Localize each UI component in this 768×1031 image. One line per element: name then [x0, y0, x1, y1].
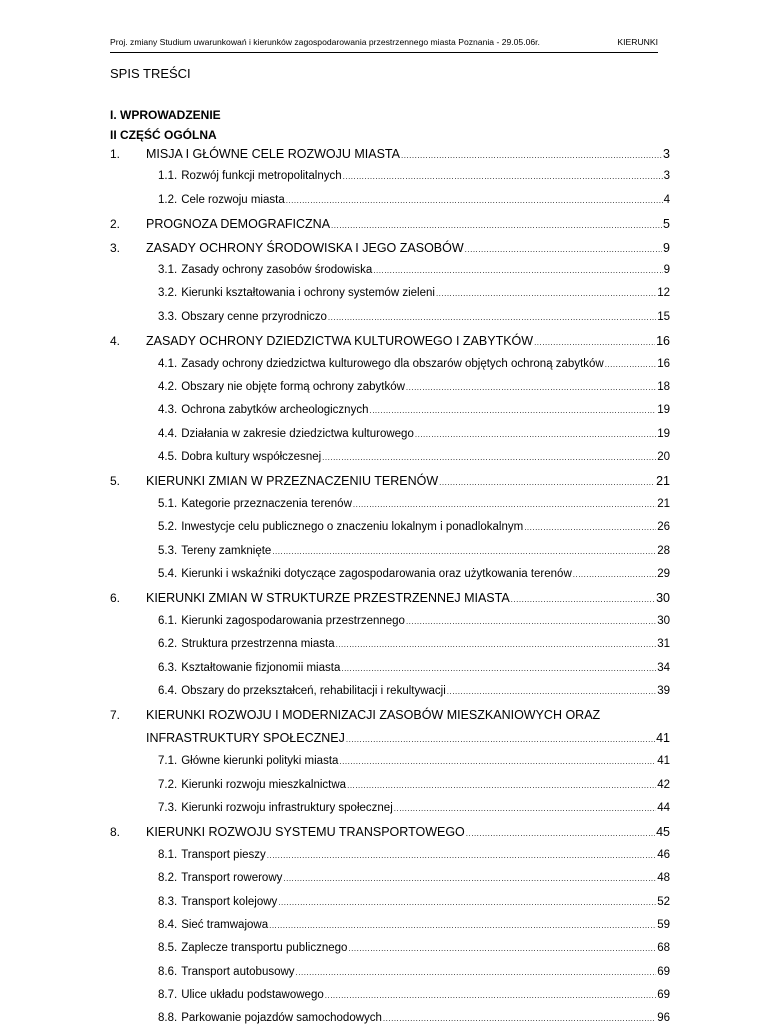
- toc-entry-title-text: Tereny zamknięte: [181, 544, 272, 557]
- toc-entry-title-text: Obszary cenne przyrodniczo: [181, 310, 327, 323]
- toc-entry-title: [158, 311, 327, 323]
- toc-entry-title: [158, 498, 352, 510]
- toc-entry-number: 8.: [110, 825, 121, 840]
- toc-entry-title: KIERUNKI ROZWOJU I MODERNIZACJI ZASOBÓW MIESZKANIOWYCH ORAZ: [146, 708, 601, 723]
- toc-dot-leader: [341, 664, 656, 673]
- toc-chapter-entry[interactable]: [110, 469, 670, 492]
- toc-entry-line: [158, 896, 670, 908]
- toc-entry-page: 42: [657, 778, 670, 791]
- toc-entry-title: [158, 428, 414, 440]
- toc-entry-title-text: Transport kolejowy: [181, 895, 278, 908]
- toc-entry-page: 30: [656, 591, 670, 606]
- toc-entry-page: 59: [657, 918, 670, 931]
- toc-entry-number: 1.1.: [158, 170, 178, 183]
- toc-entry-page: 41: [656, 731, 670, 746]
- toc-entry-line: [158, 264, 670, 276]
- toc-entry-title: [158, 638, 335, 650]
- toc-entry-number: 6.2.: [158, 638, 178, 651]
- toc-subsection-entry[interactable]: [110, 306, 670, 329]
- toc-entry-title: [158, 545, 271, 557]
- toc-entry-page: 46: [657, 848, 670, 861]
- toc-entry-number: 6.3.: [158, 661, 178, 674]
- toc-entry-page: 19: [657, 427, 670, 440]
- toc-entry-number: 5.: [110, 474, 121, 489]
- toc-entry-title: [158, 615, 405, 627]
- toc-entry-title-text: Rozwój funkcji metropolitalnych: [181, 170, 342, 183]
- toc-entry-page: 28: [657, 544, 670, 557]
- toc-entry-page: 12: [657, 287, 670, 300]
- toc-entry-title-continued: INFRASTRUKTURY SPOŁECZNEJ: [146, 731, 345, 746]
- toc-entry-page: 44: [657, 801, 670, 814]
- toc-dot-leader: [573, 570, 656, 579]
- toc-entry-number: 4.: [110, 334, 121, 349]
- toc-entry-title-text: Parkowanie pojazdów samochodowych: [181, 1012, 382, 1025]
- toc-entry-line: [158, 358, 670, 370]
- section-heading-intro: I. WPROWADZENIE: [110, 108, 221, 122]
- toc-entry-page: 4: [663, 193, 670, 206]
- toc-entry-title: PROGNOZA DEMOGRAFICZNA: [146, 217, 331, 232]
- toc-entry-line: [158, 287, 670, 299]
- toc-dot-leader: [347, 781, 656, 790]
- toc-entry-page: 20: [657, 451, 670, 464]
- section-heading-general: II CZĘŚĆ OGÓLNA: [110, 128, 217, 142]
- toc-entry-line: [158, 802, 670, 814]
- toc-entry-page: 26: [657, 521, 670, 534]
- toc-subsection-entry[interactable]: [110, 563, 670, 586]
- toc-entry-title: [158, 872, 282, 884]
- toc-entry-line: [146, 147, 670, 161]
- toc-entry-title-text: Kierunki rozwoju mieszkalnictwa: [181, 778, 347, 791]
- toc-chapter-entry[interactable]: [110, 236, 670, 259]
- toc-entry-title: [158, 381, 405, 393]
- toc-entry-number: 3.3.: [158, 310, 178, 323]
- toc-subsection-entry[interactable]: [110, 516, 670, 539]
- toc-entry-page: 19: [657, 404, 670, 417]
- toc-entry-line: [158, 381, 670, 393]
- toc-entry-title: [158, 755, 338, 767]
- toc-entry-number: 8.8.: [158, 1012, 178, 1025]
- toc-entry-number: 6.: [110, 591, 121, 606]
- toc-entry-line: [146, 334, 670, 348]
- toc-entry-page: 45: [656, 825, 670, 840]
- toc-dot-leader: [394, 804, 656, 813]
- toc-title: SPIS TREŚCI: [110, 66, 191, 81]
- toc-entry-number: 7.3.: [158, 801, 178, 814]
- toc-dot-leader: [534, 338, 655, 347]
- toc-chapter-entry[interactable]: [110, 586, 670, 609]
- toc-entry-page: 30: [657, 614, 670, 627]
- toc-subsection-entry[interactable]: [110, 984, 670, 1007]
- toc-subsection-entry[interactable]: [110, 259, 670, 282]
- toc-entry-page: 52: [657, 895, 670, 908]
- toc-entry-number: 8.6.: [158, 965, 178, 978]
- toc-entry-page: 15: [657, 310, 670, 323]
- toc-chapter-entry[interactable]: [110, 820, 670, 843]
- toc-entry-line: [158, 919, 670, 931]
- toc-entry-number: 1.: [110, 147, 121, 161]
- toc-dot-leader: [267, 851, 656, 860]
- toc-entry-title-text: Kierunki kształtowania i ochrony systemów zieleni: [181, 287, 435, 300]
- toc-entry-number: 7.1.: [158, 755, 178, 768]
- toc-entry-line: [158, 1012, 670, 1024]
- toc-subsection-entry[interactable]: [110, 165, 670, 188]
- toc-entry-title-text: Kształtowanie fizjonomii miasta: [181, 661, 341, 674]
- toc-entry-number: 8.4.: [158, 918, 178, 931]
- toc-dot-leader: [436, 289, 656, 298]
- toc-entry-line: [146, 241, 670, 255]
- toc-entry-title: [158, 451, 321, 463]
- toc-dot-leader: [269, 921, 656, 930]
- toc-entry-title: [158, 170, 342, 182]
- toc-entry-number: 8.1.: [158, 848, 178, 861]
- toc-dot-leader: [286, 196, 663, 205]
- toc-entry-page: 29: [657, 568, 670, 581]
- toc-dot-leader: [406, 617, 656, 626]
- toc-entry-number: 4.3.: [158, 404, 178, 417]
- toc-entry-page: 3: [663, 147, 670, 161]
- toc-entry-title-text: Obszary do przekształceń, rehabilitacji i rekultywacji: [181, 684, 446, 697]
- toc-entry-line: [158, 872, 670, 884]
- toc-subsection-entry[interactable]: [110, 937, 670, 960]
- toc-entry-number: 5.3.: [158, 544, 178, 557]
- toc-entry-title: [158, 989, 324, 1001]
- toc-subsection-entry[interactable]: [110, 423, 670, 446]
- toc-dot-leader: [369, 406, 656, 415]
- toc-dot-leader: [278, 898, 656, 907]
- toc-entry-line: [158, 521, 670, 533]
- toc-entry-number: 3.1.: [158, 263, 178, 276]
- toc-entry-title: [158, 966, 295, 978]
- toc-entry-number: 5.4.: [158, 568, 178, 581]
- toc-entry-line: [146, 731, 670, 745]
- toc-entry-page: 96: [657, 1012, 670, 1025]
- toc-entry-title: [158, 264, 372, 276]
- toc-entry-title: [158, 779, 346, 791]
- toc-dot-leader: [605, 360, 656, 369]
- toc-entry-title-text: Transport pieszy: [181, 848, 266, 861]
- toc-dot-leader: [328, 313, 656, 322]
- toc-subsection-entry[interactable]: [110, 657, 670, 680]
- toc-entry-title-text: Cele rozwoju miasta: [181, 193, 285, 206]
- toc-entry-line: [158, 849, 670, 861]
- toc-entry-number: 4.5.: [158, 451, 178, 464]
- toc-entry-page: 9: [663, 240, 670, 255]
- toc-entry-title: [158, 568, 572, 580]
- toc-entry-line: [146, 825, 670, 839]
- toc-entry-number: 6.4.: [158, 684, 178, 697]
- toc-entry-page: 41: [657, 755, 670, 768]
- toc-entry-title-text: Obszary nie objęte formą ochrony zabytków: [181, 380, 405, 393]
- toc-entry-number: 7.: [110, 708, 121, 723]
- toc-subsection-entry[interactable]: [110, 610, 670, 633]
- toc-entry-line: [158, 568, 670, 580]
- toc-subsection-entry[interactable]: [110, 750, 670, 773]
- toc-entry-number: 7.2.: [158, 778, 178, 791]
- toc-entry-line: [146, 474, 670, 488]
- toc-entry-number: 8.2.: [158, 872, 178, 885]
- toc-entry-line: [158, 498, 670, 510]
- toc-subsection-entry[interactable]: [110, 189, 670, 212]
- toc-entry-number: 4.2.: [158, 380, 178, 393]
- toc-entry-title: KIERUNKI ZMIAN W PRZEZNACZENIU TERENÓW: [146, 474, 439, 489]
- toc-entry-title-text: Inwestycje celu publicznego o znaczeniu lokalnym i ponadlokalnym: [181, 521, 524, 534]
- toc-entry-line: [158, 428, 670, 440]
- toc-dot-leader: [283, 874, 656, 883]
- toc-entry-page: 3: [663, 170, 670, 183]
- toc-dot-leader: [296, 968, 657, 977]
- toc-entry-page: 69: [657, 989, 670, 1002]
- toc-dot-leader: [447, 687, 656, 696]
- toc-subsection-entry[interactable]: [110, 914, 670, 937]
- toc-subsection-entry[interactable]: [110, 867, 670, 890]
- toc-entry-line: [158, 311, 670, 323]
- toc-subsection-entry[interactable]: [110, 446, 670, 469]
- toc-entry-line: [158, 942, 670, 954]
- page-header: [110, 37, 658, 53]
- toc-entry-title-text: Struktura przestrzenna miasta: [181, 638, 335, 651]
- toc-chapter-entry[interactable]: [110, 142, 670, 165]
- toc-entry-title: MISJA I GŁÓWNE CELE ROZWOJU MIASTA: [146, 147, 400, 161]
- toc-entry-number: 4.1.: [158, 357, 178, 370]
- toc-subsection-entry[interactable]: [110, 774, 670, 797]
- toc-entry-line: [158, 170, 670, 182]
- toc-entry-line: [158, 451, 670, 463]
- toc-entry-line: [158, 755, 670, 767]
- toc-entry-title-text: Ochrona zabytków archeologicznych: [181, 404, 369, 417]
- toc-entry-page: 68: [657, 942, 670, 955]
- toc-entry-number: 1.2.: [158, 193, 178, 206]
- toc-entry-page: 21: [656, 474, 670, 489]
- header-section-label: KIERUNKI: [617, 37, 658, 47]
- toc-entry-title-text: Zasady ochrony zasobów środowiska: [181, 263, 373, 276]
- toc-dot-leader: [401, 151, 662, 160]
- toc-entry-line: [146, 708, 670, 722]
- toc-entry-title: ZASADY OCHRONY DZIEDZICTWA KULTUROWEGO I ZABYTKÓW: [146, 334, 534, 349]
- toc-entry-line: [146, 591, 670, 605]
- toc-entry-page: 31: [657, 638, 670, 651]
- toc-entry-page: 69: [657, 965, 670, 978]
- toc-entry-title-text: Działania w zakresie dziedzictwa kulturowego: [181, 427, 414, 440]
- toc-dot-leader: [331, 221, 662, 230]
- toc-entry-number: 5.2.: [158, 521, 178, 534]
- toc-subsection-entry[interactable]: [110, 493, 670, 516]
- toc-entry-title-text: Kierunki zagospodarowania przestrzennego: [181, 614, 405, 627]
- toc-entry-number: 3.: [110, 240, 121, 255]
- toc-entry-number: 4.4.: [158, 427, 178, 440]
- toc-dot-leader: [406, 383, 656, 392]
- toc-entry-line: [158, 545, 670, 557]
- toc-entry-line: [158, 638, 670, 650]
- toc-entry-title: [158, 404, 368, 416]
- toc-dot-leader: [383, 1014, 656, 1023]
- toc-dot-leader: [322, 453, 656, 462]
- toc-subsection-entry[interactable]: [110, 1007, 670, 1030]
- toc-entry-title-text: Ulice układu podstawowego: [181, 989, 324, 1002]
- toc-dot-leader: [339, 757, 656, 766]
- toc-entry-title-text: Transport autobusowy: [181, 965, 295, 978]
- toc-dot-leader: [346, 735, 655, 744]
- toc-entry-title: [158, 662, 340, 674]
- toc-entry-line: [158, 662, 670, 674]
- toc-subsection-entry[interactable]: [110, 680, 670, 703]
- toc-subsection-entry[interactable]: [110, 844, 670, 867]
- toc-entry-page: 21: [657, 497, 670, 510]
- toc-entry-title: [158, 1012, 382, 1024]
- toc-subsection-entry[interactable]: [110, 891, 670, 914]
- toc-entry-title-text: Główne kierunki polityki miasta: [181, 755, 339, 768]
- toc-entry-title-text: Sieć tramwajowa: [181, 918, 269, 931]
- toc-dot-leader: [353, 500, 656, 509]
- toc-dot-leader: [465, 245, 662, 254]
- toc-subsection-entry[interactable]: [110, 540, 670, 563]
- toc-dot-leader: [373, 266, 662, 275]
- toc-entry-number: 8.3.: [158, 895, 178, 908]
- toc-dot-leader: [343, 172, 663, 181]
- toc-dot-leader: [524, 523, 656, 532]
- toc-dot-leader: [466, 829, 655, 838]
- toc-entry-page: 9: [663, 263, 670, 276]
- toc-entry-number: 8.7.: [158, 989, 178, 1002]
- toc-entry-number: 8.5.: [158, 942, 178, 955]
- toc-entry-title-text: Kierunki i wskaźniki dotyczące zagospodarowania oraz użytkowania terenów: [181, 568, 572, 581]
- toc-entry-title: [158, 802, 393, 814]
- toc-entry-title: [158, 942, 347, 954]
- toc-entry-title: [158, 287, 435, 299]
- toc-entry-title: KIERUNKI ROZWOJU SYSTEMU TRANSPORTOWEGO: [146, 825, 465, 840]
- toc-entry-page: 34: [657, 661, 670, 674]
- toc-entry-title: KIERUNKI ZMIAN W STRUKTURZE PRZESTRZENNEJ MIASTA: [146, 591, 510, 606]
- toc-entry-number: 6.1.: [158, 614, 178, 627]
- toc-subsection-entry[interactable]: [110, 282, 670, 305]
- toc-entry-title: [158, 849, 266, 861]
- toc-dot-leader: [511, 595, 655, 604]
- toc-entry-line: [158, 966, 670, 978]
- toc-entry-line: [158, 615, 670, 627]
- toc-entry-title: [158, 358, 604, 370]
- toc-chapter-entry[interactable]: [110, 212, 670, 235]
- toc-entry-title-text: Zasady ochrony dziedzictwa kulturowego dla obszarów objętych ochroną zabytków: [181, 357, 604, 370]
- toc-entry-page: 39: [657, 684, 670, 697]
- toc-subsection-entry[interactable]: [110, 376, 670, 399]
- toc-dot-leader: [439, 478, 655, 487]
- header-document-title: Proj. zmiany Studium uwarunkowań i kierunków zagospodarowania przestrzennego miasta Poznania - 29.05.06r.: [110, 37, 540, 47]
- toc-dot-leader: [348, 944, 656, 953]
- toc-entry-title-text: Dobra kultury współczesnej: [181, 451, 322, 464]
- toc-chapter-entry[interactable]: [110, 703, 670, 750]
- toc-entry-number: 3.2.: [158, 287, 178, 300]
- toc-entry-title-text: Kierunki rozwoju infrastruktury społecznej: [181, 801, 393, 814]
- toc-entry-page: 16: [657, 357, 670, 370]
- toc-subsection-entry[interactable]: [110, 961, 670, 984]
- toc-subsection-entry[interactable]: [110, 797, 670, 820]
- toc-entry-title: [158, 919, 268, 931]
- toc-entry-title-text: Transport rowerowy: [181, 872, 283, 885]
- toc-dot-leader: [415, 430, 656, 439]
- toc-entry-line: [158, 779, 670, 791]
- toc-entry-page: 18: [657, 380, 670, 393]
- toc-entry-page: 16: [656, 334, 670, 349]
- toc-dot-leader: [272, 547, 656, 556]
- toc-dot-leader: [336, 640, 657, 649]
- toc-entry-number: 5.1.: [158, 497, 178, 510]
- toc-entry-number: 2.: [110, 217, 121, 232]
- toc-entry-line: [158, 685, 670, 697]
- toc-chapter-entry[interactable]: [110, 329, 670, 352]
- toc-subsection-entry[interactable]: [110, 399, 670, 422]
- toc-entry-title: ZASADY OCHRONY ŚRODOWISKA I JEGO ZASOBÓW: [146, 240, 464, 255]
- toc-entry-line: [158, 404, 670, 416]
- toc-entry-line: [146, 217, 670, 231]
- toc-entry-title: [158, 521, 523, 533]
- toc-entry-title-text: Kategorie przeznaczenia terenów: [181, 497, 352, 510]
- toc-entry-line: [158, 989, 670, 1001]
- toc-entry-title: [158, 685, 446, 697]
- toc-entry-title: [158, 194, 285, 206]
- toc-entry-title: [158, 896, 277, 908]
- toc-subsection-entry[interactable]: [110, 353, 670, 376]
- toc-subsection-entry[interactable]: [110, 633, 670, 656]
- toc-entry-page: 5: [663, 217, 670, 232]
- toc-entry-page: 48: [657, 872, 670, 885]
- toc-entry-title-text: Zaplecze transportu publicznego: [181, 942, 348, 955]
- toc-entry-line: [158, 194, 670, 206]
- toc-dot-leader: [325, 991, 656, 1000]
- table-of-contents: [110, 142, 670, 1031]
